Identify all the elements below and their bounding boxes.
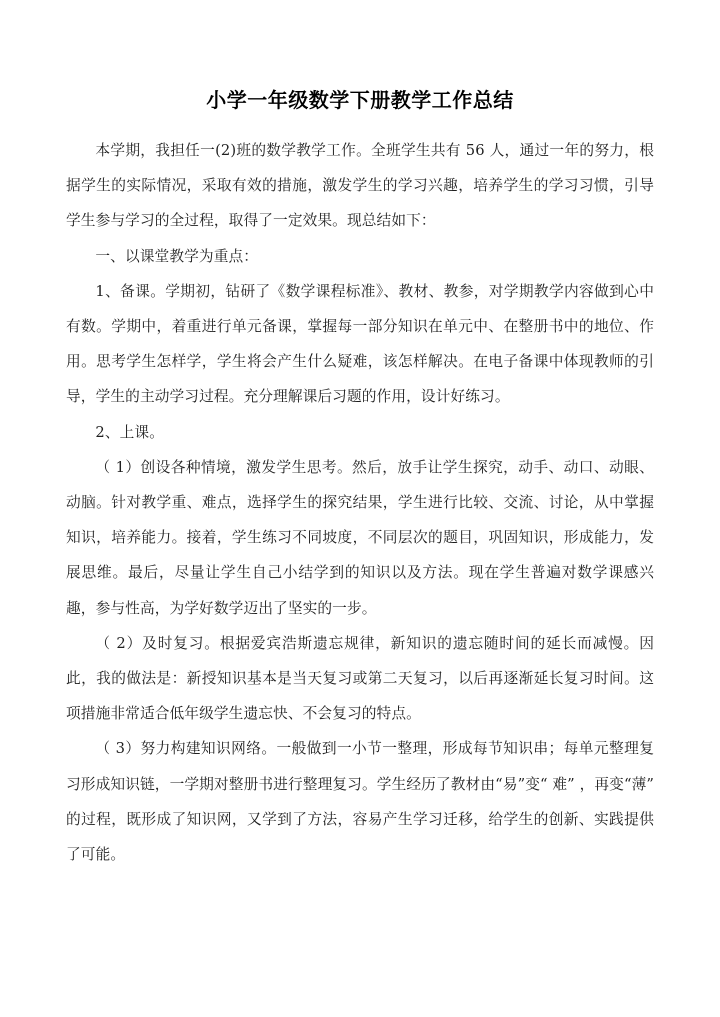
paragraph-intro: 本学期，我担任一(2)班的数学教学工作。全班学生共有 56 人，通过一年的努力，根据学生的实际情况，采取有效的措施，激发学生的学习兴趣，培养学生的学习习惯，引导学生参与学习的全过程，取得了一定效果。现总结如下： [66,142,654,230]
paragraph-item-1-lesson-prep: 1、备课。学期初，钻研了《数学课程标准》、教材、教参，对学期教学内容做到心中有数。学期中，着重进行单元备课，掌握每一部分知识在单元中、在整册书中的地位、作用。思考学生怎样学，学生将会产生什么疑难，该怎样解决。在电子备课中体现教师的引导，学生的主动学习过程。充分理解课后习题的作用，设计好练习。 [66,282,654,406]
paragraph-item-2-sub-2: （ 2）及时复习。根据爱宾浩斯遗忘规律，新知识的遗忘随时间的延长而减慢。因此，我的做法是：新授知识基本是当天复习或第二天复习，以后再逐渐延长复习时间。这项措施非常适合低年级学生遗忘快、不会复习的特点。 [66,634,654,723]
paragraph-item-2-teaching: 2、上课。 [95,423,164,441]
paragraph-section-one-heading: 一、以课堂教学为重点： [95,247,259,265]
page-title: 小学一年级数学下册教学工作总结 [206,88,514,112]
paragraph-item-2-sub-3: （ 3）努力构建知识网络。一般做到一小节一整理，形成每节知识串；每单元整理复习形成知识链，一学期对整册书进行整理复习。学生经历了教材由“易”变“ 难” ，再变“薄”的过程，既形成了知识网，又学到了方法，容易产生学习迁移，给学生的创新、实践提供了可能。 [66,740,654,864]
document-paragraph-list [66,133,654,872]
paragraph-item-2-sub-1: （ 1）创设各种情境，激发学生思考。然后，放手让学生探究，动手、动口、动眼、动脑。针对教学重、难点，选择学生的探究结果，学生进行比较、交流、讨论，从中掌握知识，培养能力。接着，学生练习不同坡度，不同层次的题目，巩固知识，形成能力，发展思维。最后，尽量让学生自己小结学到的知识以及方法。现在学生普遍对数学课感兴趣，参与性高，为学好数学迈出了坚实的一步。 [66,458,654,617]
